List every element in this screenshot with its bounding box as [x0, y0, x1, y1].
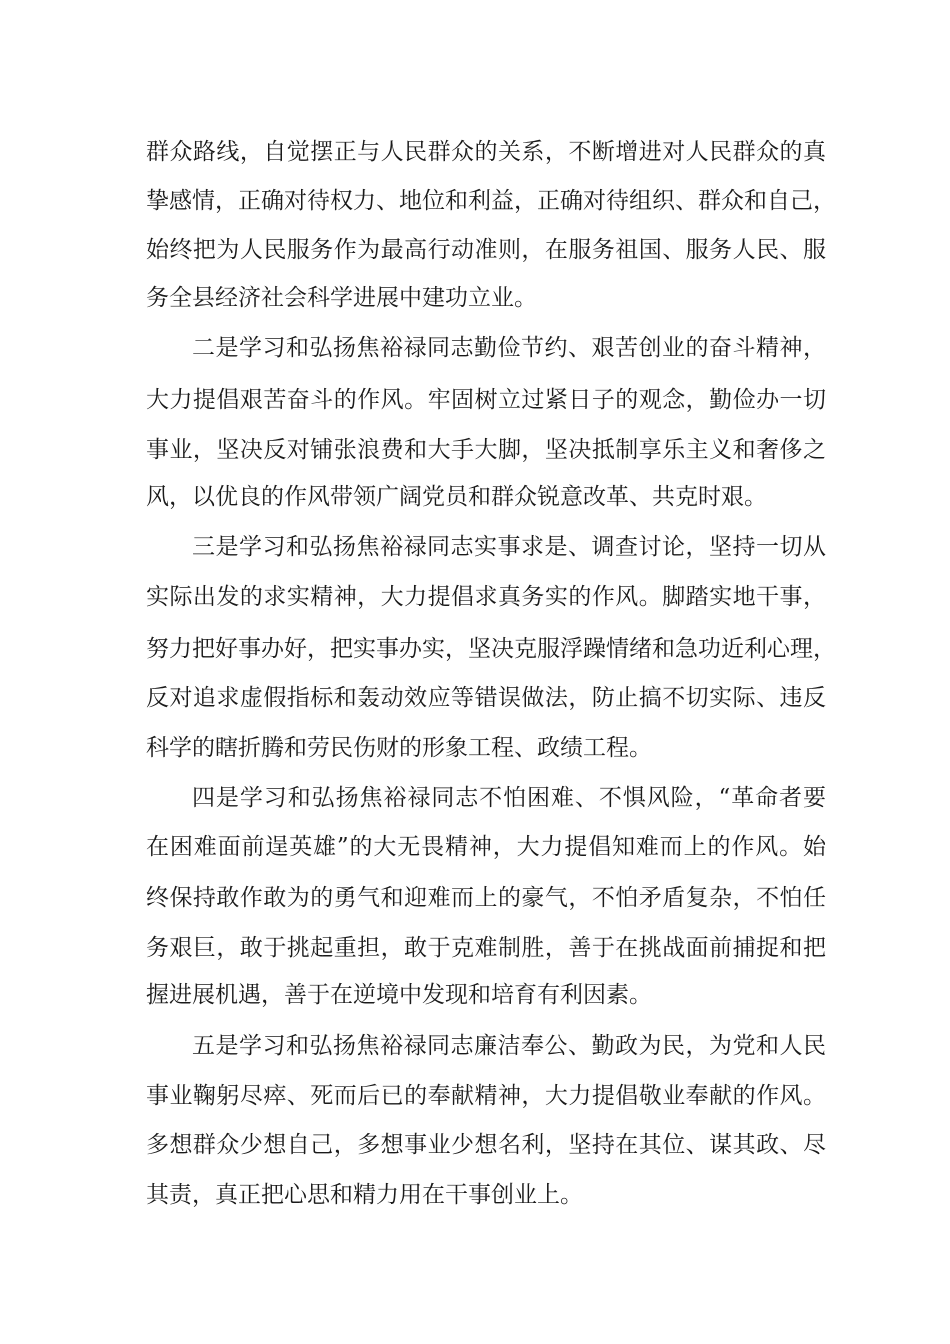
paragraph-first-line: 四是学习和弘扬焦裕禄同志不怕困难、不惧风险，“革命者要 — [192, 785, 826, 811]
text-line: 其责，真正把心思和精力用在干事创业上。 — [146, 1182, 583, 1208]
text-line: 事业，坚决反对铺张浪费和大手大脚，坚决抵制享乐主义和奢侈之 — [146, 437, 826, 463]
paragraph-first-line: 五是学习和弘扬焦裕禄同志廉洁奉公、勤政为民，为党和人民 — [192, 1033, 826, 1059]
text-line: 大力提倡艰苦奋斗的作风。牢固树立过紧日子的观念，勤俭办一切 — [146, 387, 826, 413]
text-line: 多想群众少想自己，多想事业少想名利，坚持在其位、谋其政、尽 — [146, 1132, 826, 1158]
text-line: 风，以优良的作风带领广阔党员和群众锐意改革、共克时艰。 — [146, 484, 767, 510]
text-line: 在困难面前逞英雄”的大无畏精神，大力提倡知难而上的作风。始 — [146, 834, 826, 860]
text-line: 握进展机遇，善于在逆境中发现和培育有利因素。 — [146, 982, 652, 1008]
text-line: 群众路线，自觉摆正与人民群众的关系，不断增进对人民群众的真 — [146, 139, 826, 165]
text-line: 努力把好事办好，把实事办实，坚决克服浮躁情绪和急功近利心理， — [146, 636, 836, 662]
text-line: 务艰巨，敢于挑起重担，敢于克难制胜，善于在挑战面前捕捉和把 — [146, 935, 826, 961]
text-line: 挚感情，正确对待权力、地位和利益，正确对待组织、群众和自己， — [146, 188, 836, 214]
text-line: 反对追求虚假指标和轰动效应等错误做法，防止搞不切实际、违反 — [146, 685, 826, 711]
text-line: 务全县经济社会科学进展中建功立业。 — [146, 285, 537, 311]
text-line: 事业鞠躬尽瘁、死而后已的奉献精神，大力提倡敬业奉献的作风。 — [146, 1083, 826, 1109]
paragraph-first-line: 三是学习和弘扬焦裕禄同志实事求是、调查讨论，坚持一切从 — [192, 534, 826, 560]
text-line: 科学的瞎折腾和劳民伤财的形象工程、政绩工程。 — [146, 735, 652, 761]
text-line: 实际出发的求实精神，大力提倡求真务实的作风。脚踏实地干事， — [146, 584, 826, 610]
text-line: 始终把为人民服务作为最高行动准则，在服务祖国、服务人民、服 — [146, 237, 826, 263]
text-line: 终保持敢作敢为的勇气和迎难而上的豪气，不怕矛盾复杂，不怕任 — [146, 885, 826, 911]
paragraph-first-line: 二是学习和弘扬焦裕禄同志勤俭节约、艰苦创业的奋斗精神， — [192, 335, 826, 361]
